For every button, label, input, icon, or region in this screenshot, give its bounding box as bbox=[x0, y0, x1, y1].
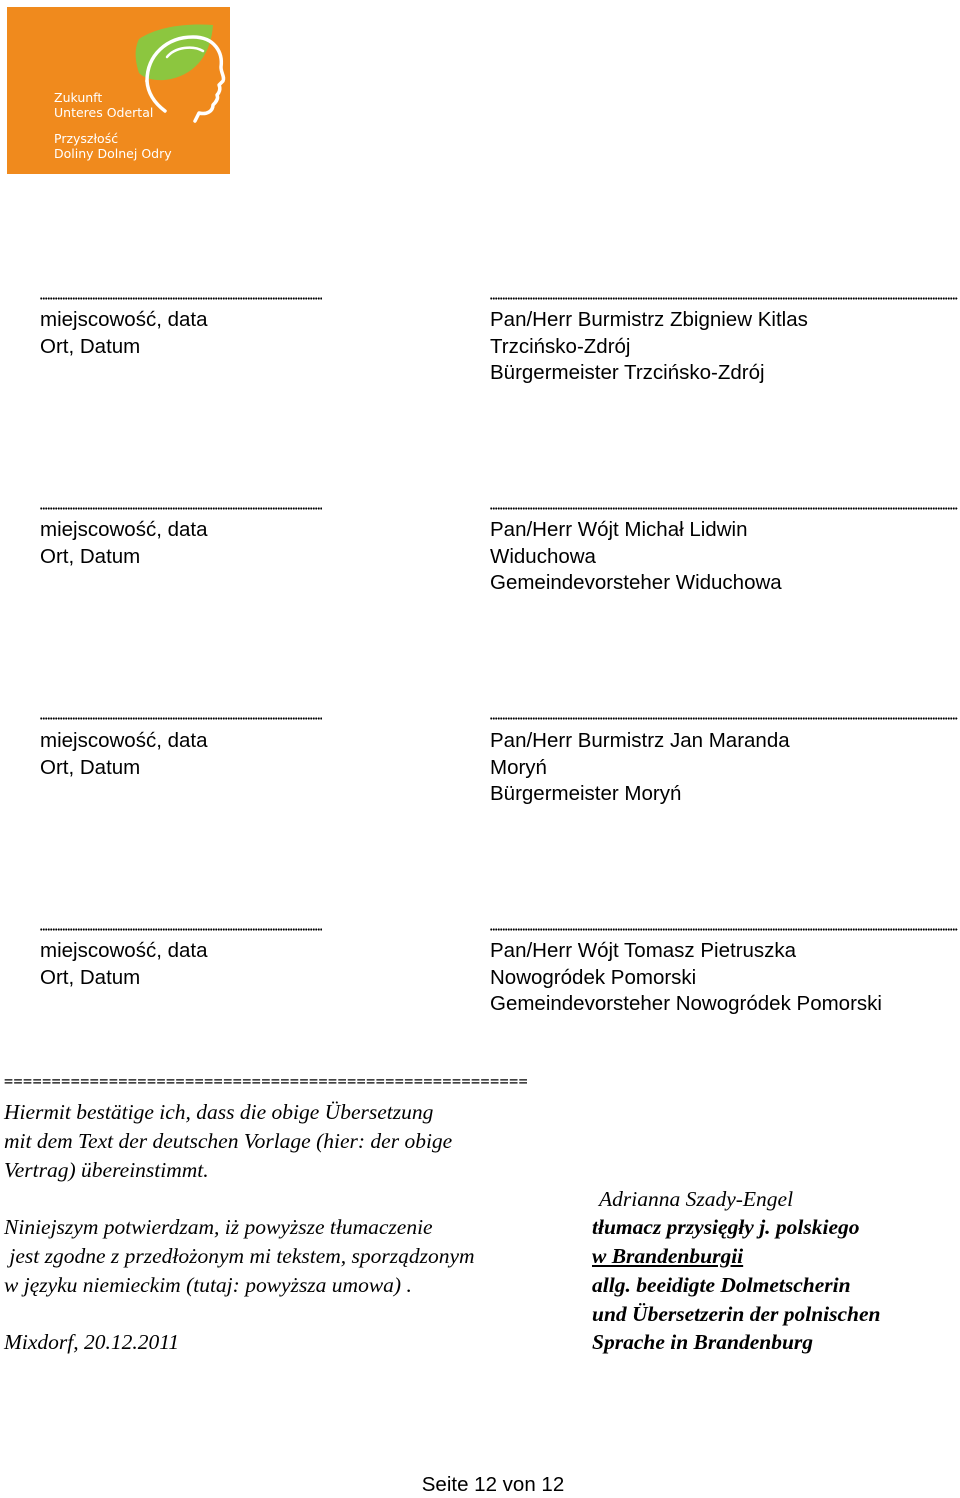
separator-line: ======================================================= bbox=[4, 1072, 529, 1090]
signatory-name: Pan/Herr Burmistrz Jan Maranda bbox=[490, 729, 790, 752]
certification-german-line: Vertrag) übereinstimmt. bbox=[4, 1158, 209, 1182]
certification-polish-line: jest zgodne z przedłożonym mi tekstem, sporządzonym bbox=[4, 1244, 475, 1268]
logo-line: Zukunft bbox=[54, 90, 103, 105]
place-date-german: Ort, Datum bbox=[40, 755, 141, 779]
signature-line-signatory bbox=[490, 717, 958, 720]
signature-line-signatory bbox=[490, 928, 958, 931]
signatory-block bbox=[490, 728, 790, 808]
signatory-title: Gemeindevorsteher Nowogródek Pomorski bbox=[490, 992, 882, 1015]
signatory-block bbox=[490, 938, 882, 1018]
translator-name: Adrianna Szady-Engel bbox=[599, 1187, 794, 1211]
logo-text-polish bbox=[54, 131, 172, 161]
signature-line-signatory bbox=[490, 507, 958, 510]
logo-line: Unteres Odertal bbox=[54, 105, 154, 120]
signatory-title: Bürgermeister Moryń bbox=[490, 782, 682, 805]
signature-line-place-date bbox=[40, 507, 322, 510]
signature-line-place-date bbox=[40, 717, 322, 720]
certification-polish-line: Niniejszym potwierdzam, iż powyższe tłumaczenie bbox=[4, 1215, 433, 1239]
signatory-place: Moryń bbox=[490, 755, 547, 779]
signatory-place: Widuchowa bbox=[490, 544, 596, 568]
place-date-polish: miejscowość, data bbox=[40, 308, 208, 331]
signatory-block bbox=[490, 307, 808, 387]
logo-line: Przyszłość bbox=[54, 131, 119, 146]
certification-polish-line: w języku niemieckim (tutaj: powyższa umowa) . bbox=[4, 1273, 412, 1297]
signatory-place: Trzcińsko-Zdrój bbox=[490, 334, 631, 358]
signature-line-signatory bbox=[490, 297, 958, 300]
place-date-label bbox=[40, 307, 207, 360]
signature-line-place-date bbox=[40, 928, 322, 931]
place-date-german: Ort, Datum bbox=[40, 544, 141, 568]
signatory-name: Pan/Herr Wójt Tomasz Pietruszka bbox=[490, 939, 797, 962]
logo bbox=[7, 7, 230, 174]
place-date-label bbox=[40, 938, 207, 991]
place-date-polish: miejscowość, data bbox=[40, 518, 208, 541]
place-date-polish: miejscowość, data bbox=[40, 939, 208, 962]
signatory-name: Pan/Herr Burmistrz Zbigniew Kitlas bbox=[490, 308, 808, 331]
place-date-label bbox=[40, 517, 207, 570]
page-number: Seite 12 von 12 bbox=[421, 1473, 565, 1496]
signatory-place: Nowogródek Pomorski bbox=[490, 965, 697, 989]
place-date-german: Ort, Datum bbox=[40, 965, 141, 989]
logo-text-german bbox=[54, 90, 153, 120]
place-date-polish: miejscowość, data bbox=[40, 729, 208, 752]
certification-german-line: mit dem Text der deutschen Vorlage (hier: der obige bbox=[4, 1129, 453, 1153]
translator-title-line: allg. beeidigte Dolmetscherin bbox=[592, 1273, 851, 1297]
signatory-block bbox=[490, 517, 782, 597]
translator-title-line: w Brandenburgii bbox=[592, 1244, 744, 1268]
translator-title-line: tłumacz przysięgły j. polskiego bbox=[592, 1215, 860, 1239]
signatory-title: Bürgermeister Trzcińsko-Zdrój bbox=[490, 361, 765, 384]
signature-line-place-date bbox=[40, 297, 322, 300]
signatory-title: Gemeindevorsteher Widuchowa bbox=[490, 571, 782, 594]
certification-place-date: Mixdorf, 20.12.2011 bbox=[4, 1330, 180, 1354]
place-date-label bbox=[40, 728, 207, 781]
translator-title-line: Sprache in Brandenburg bbox=[592, 1330, 814, 1354]
certification-german-line: Hiermit bestätige ich, dass die obige Übersetzung bbox=[4, 1100, 434, 1124]
translator-title-line: und Übersetzerin der polnischen bbox=[592, 1302, 881, 1326]
signatory-name: Pan/Herr Wójt Michał Lidwin bbox=[490, 518, 748, 541]
place-date-german: Ort, Datum bbox=[40, 334, 141, 358]
logo-line: Doliny Dolnej Odry bbox=[54, 146, 172, 161]
